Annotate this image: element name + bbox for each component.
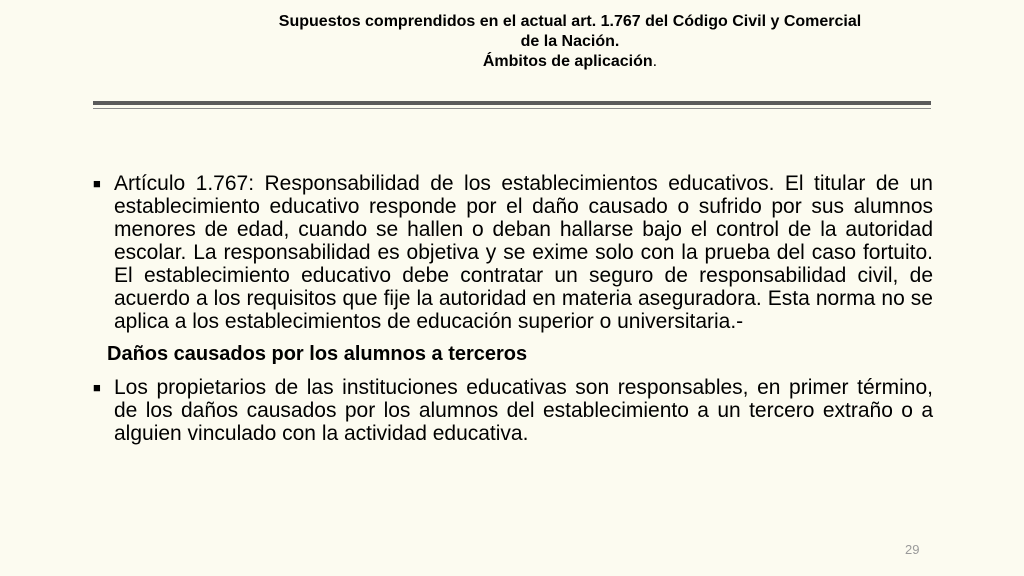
article-paragraph: Artículo 1.767: Responsabilidad de los establecimientos educativos. El titular de un establecimiento educativo responde por el daño causado o sufrido por sus alumnos menores de edad, cuando se hallen o deban hallarse bajo el control de la autoridad escolar. La responsabilidad es objetiva y se exime solo con la prueba del caso fortuito. El establecimiento educativo debe contratar un seguro de responsabilidad civil, de acuerdo a los requisitos que fije la autoridad en materia aseguradora. Esta norma no se aplica a los establecimientos de educación superior o universitaria.- bbox=[114, 172, 933, 333]
title-divider-thick bbox=[93, 101, 931, 105]
title-line-3-text: Ámbitos de aplicación bbox=[482, 53, 653, 70]
slide-title bbox=[180, 12, 960, 72]
title-divider-thin bbox=[93, 108, 931, 109]
title-line-3-suffix: . bbox=[652, 53, 658, 70]
bullet-item-owners bbox=[93, 376, 933, 445]
square-bullet-icon: ■ bbox=[93, 380, 101, 395]
owners-paragraph: Los propietarios de las instituciones educativas son responsables, en primer término, de los daños causados por los alumnos del establecimiento a un tercero extraño o a alguien vinculado con la actividad educativa. bbox=[114, 376, 933, 445]
square-bullet-icon: ■ bbox=[93, 176, 101, 191]
title-line-1: Supuestos comprendidos en el actual art. 1.767 del Código Civil y Comercial bbox=[278, 13, 862, 30]
page-number: 29 bbox=[905, 542, 920, 557]
subheading: Daños causados por los alumnos a terceros bbox=[107, 343, 528, 365]
title-line-2: de la Nación. bbox=[520, 33, 620, 50]
title-line-3 bbox=[180, 52, 960, 72]
slide-body bbox=[93, 172, 933, 445]
bullet-item-article bbox=[93, 172, 933, 333]
